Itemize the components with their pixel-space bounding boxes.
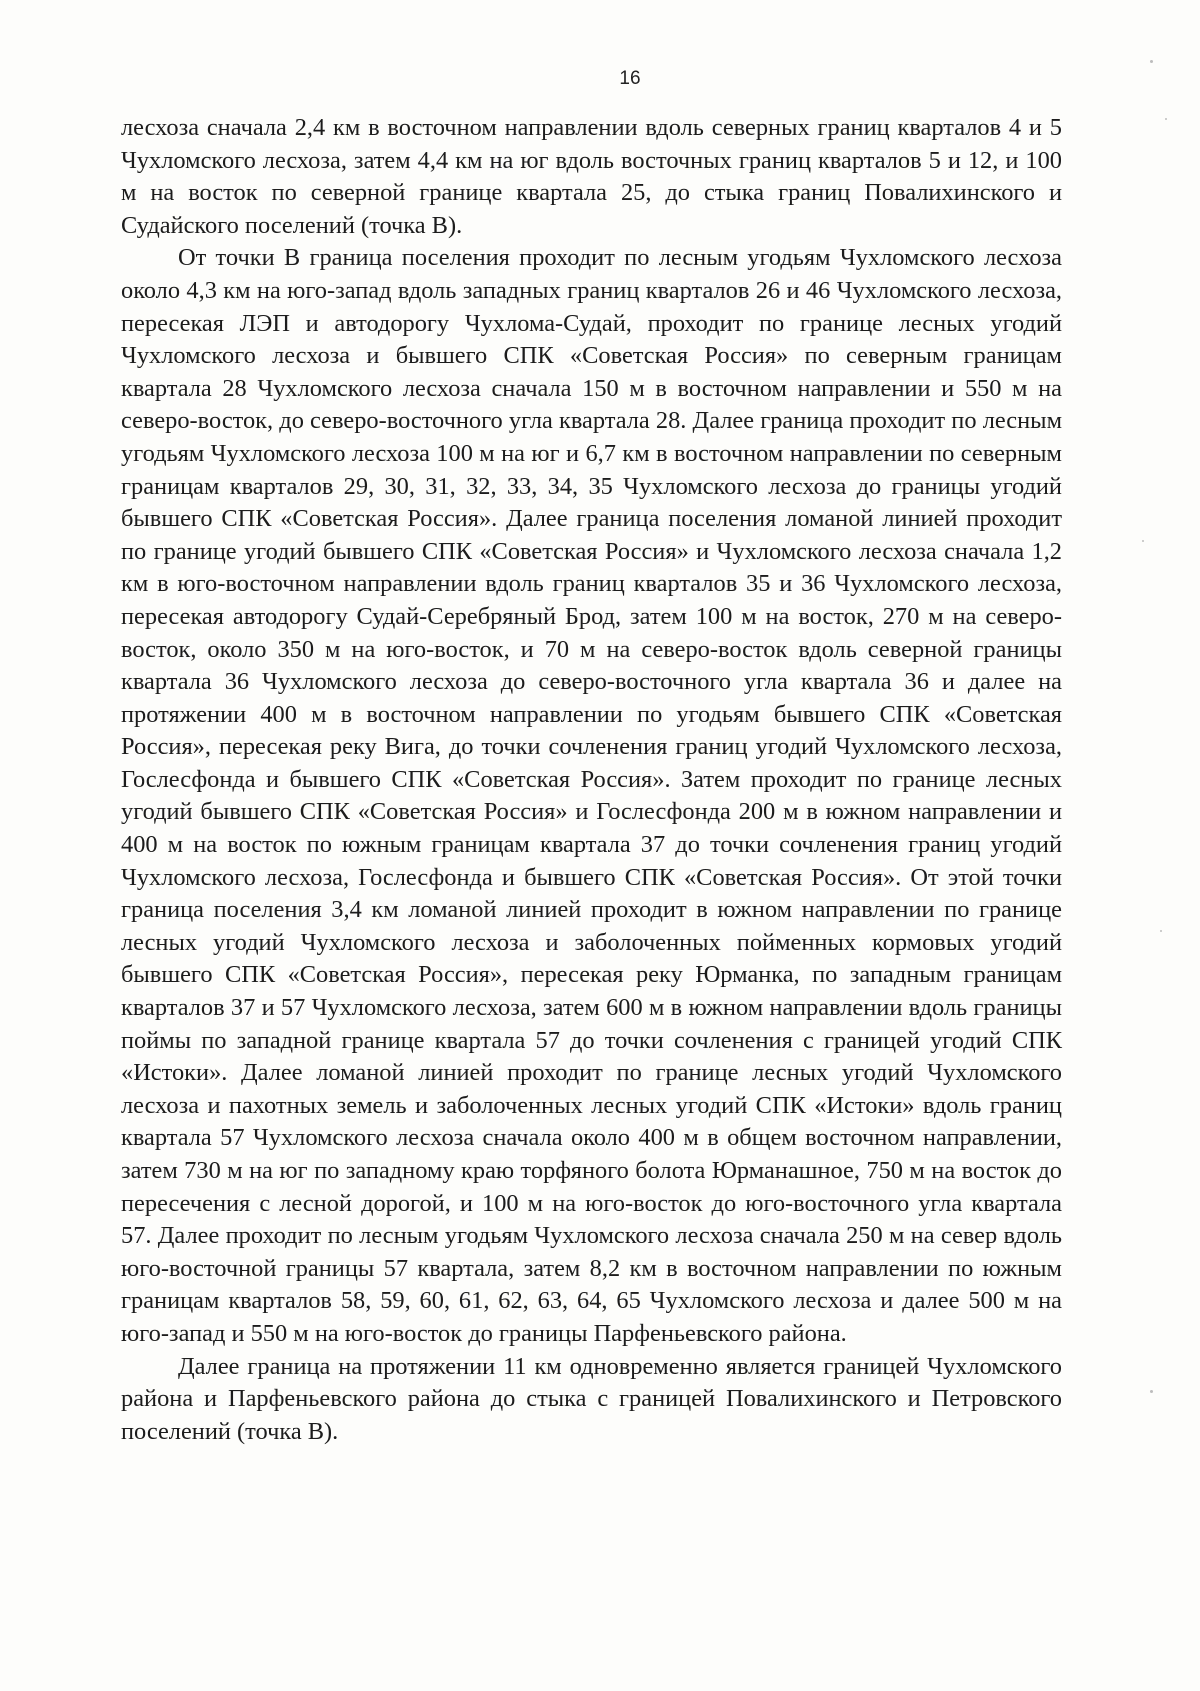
paragraph-2: От точки В граница поселения проходит по лесным угодьям Чухломского лесхоза около 4,3 км на юго-запад вдоль западных границ кварталов 26 и 46 Чухломского лесхоза, пересекая ЛЭП и автодорогу Чухлома-Судай, проходит по границе лесных угодий Чухломского лесхоза и бывшего СПК «Советская Россия» по северным границам квартала 28 Чухломского лесхоза сначала 150 м в восточном направлении и 550 м на северо-восток, до северо-восточного угла квартала 28. Далее граница проходит по лесным угодьям Чухломского лесхоза 100 м на юг и 6,7 км в восточном направлении по северным границам кварталов 29, 30, 31, 32, 33, 34, 35 Чухломского лесхоза до границы угодий бывшего СПК «Советская Россия». Далее граница поселения ломаной линией проходит по границе угодий бывшего СПК «Советская Россия» и Чухломского лесхоза сначала 1,2 км в юго-восточном направлении вдоль границ кварталов 35 и 36 Чухломского лесхоза, пересекая автодорогу Судай-Серебряный Брод, затем 100 м на восток, 270 м на северо-восток, около 350 м на юго-восток, и 70 м на северо-восток вдоль северной границы квартала 36 Чухломского лесхоза до северо-восточного угла квартала 36 и далее на протяжении 400 м в восточном направлении по угодьям бывшего СПК «Советская Россия», пересекая реку Вига, до точки сочленения границ угодий Чухломского лесхоза, Гослесфонда и бывшего СПК «Советская Россия». Затем проходит по границе лесных угодий бывшего СПК «Советская Россия» и Гослесфонда 200 м в южном направлении и 400 м на восток по южным границам квартала 37 до точки сочленения границ угодий Чухломского лесхоза, Гослесфонда и бывшего СПК «Советская Россия». От этой точки граница поселения 3,4 км ломаной линией проходит в южном направлении по границе лесных угодий Чухломского лесхоза и заболоченных пойменных кормовых угодий бывшего СПК «Советская Россия», пересекая реку Юрманка, по западным границам кварталов 37 и 57 Чухломского лесхоза, затем 600 м в южном направлении вдоль границы поймы по западной границе квартала 57 до точки сочленения с границей угодий СПК «Истоки». Далее ломаной линией проходит по границе лесных угодий Чухломского лесхоза и пахотных земель и заболоченных лесных угодий СПК «Истоки» вдоль границ квартала 57 Чухломского лесхоза сначала около 400 м в общем восточном направлении, затем 730 м на юг по западному краю торфяного болота Юрманашное, 750 м на восток до пересечения с лесной дорогой, и 100 м на юго-восток до юго-восточного угла квартала 57. Далее проходит по лесным угодьям Чухломского лесхоза сначала 250 м на север вдоль юго-восточной границы 57 квартала, затем 8,2 км в восточном направлении по южным границам кварталов 58, 59, 60, 61, 62, 63, 64, 65 Чухломского лесхоза и далее 500 м на юго-запад и 550 м на юго-восток до границы Парфеньевского района. <box>121 244 1062 1347</box>
scan-speck <box>1150 1390 1153 1393</box>
paragraph-3: Далее граница на протяжении 11 км одновременно является границей Чухломского района и Парфеньевского района до стыка с границей Повалихинского и Петровского поселений (точка В). <box>121 1352 1062 1445</box>
scan-speck <box>1150 60 1153 63</box>
scan-speck <box>1165 118 1167 120</box>
document-body <box>121 112 1062 1448</box>
scan-speck <box>1160 930 1162 932</box>
page-number: 16 <box>619 68 641 89</box>
scan-speck <box>1142 540 1144 542</box>
paragraph-1: лесхоза сначала 2,4 км в восточном направлении вдоль северных границ кварталов 4 и 5 Чухломского лесхоза, затем 4,4 км на юг вдоль восточных границ кварталов 5 и 12, и 100 м на восток по северной границе квартала 25, до стыка границ Повалихинского и Судайского поселений (точка В). <box>121 114 1062 239</box>
